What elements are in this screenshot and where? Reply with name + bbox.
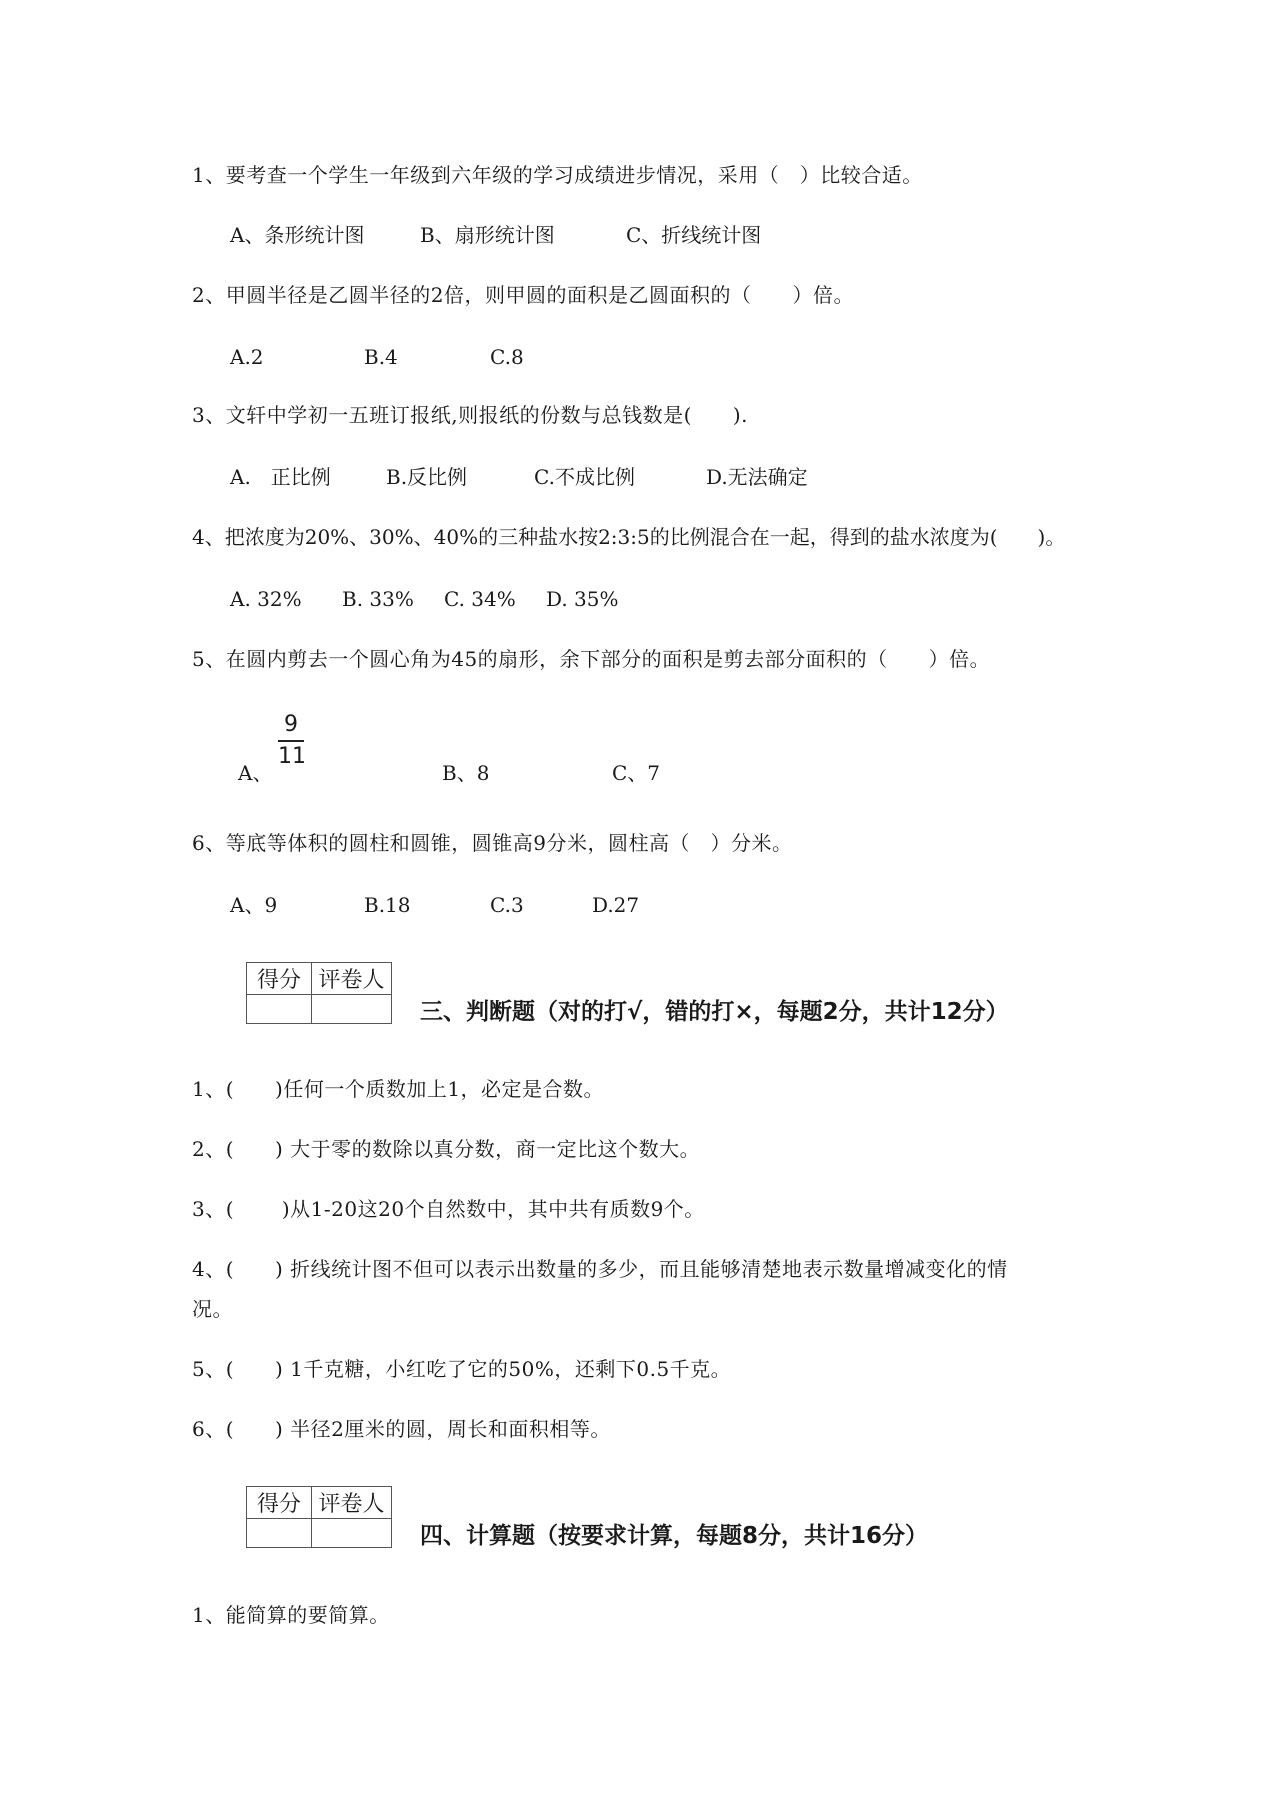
score-box-section-3 [246, 962, 392, 1024]
score-box-cell-grader[interactable] [312, 995, 392, 1024]
judgment-item-4: 4、( ) 折线统计图不但可以表示出数量的多少，而且能够清楚地表示数量增减变化的情 [192, 1257, 1008, 1281]
judgment-item-2: 2、( ) 大于零的数除以真分数，商一定比这个数大。 [192, 1137, 701, 1161]
question-6-option-c: C.3 [490, 893, 524, 917]
score-box-cell-grader[interactable] [312, 1519, 392, 1548]
question-4-option-a: A. 32% [230, 587, 302, 611]
question-4-option-c: C. 34% [444, 587, 516, 611]
question-3-option-c: C.不成比例 [534, 465, 635, 489]
question-4-option-d: D. 35% [546, 587, 619, 611]
question-6-option-b: B.18 [364, 893, 411, 917]
question-6-option-a: A、9 [230, 893, 278, 917]
fraction-numerator: 9 [284, 712, 298, 737]
judgment-item-4-cont: 况。 [192, 1297, 233, 1321]
question-1-option-a: A、条形统计图 [230, 223, 365, 247]
question-1-option-b: B、扇形统计图 [420, 223, 555, 247]
judgment-item-3: 3、( )从1-20这20个自然数中，其中共有质数9个。 [192, 1197, 705, 1221]
fraction-denominator: 11 [278, 744, 306, 769]
question-5-option-a-fraction [278, 712, 304, 770]
question-5-option-a-prefix: A、 [238, 761, 273, 785]
section-3-title: 三、判断题（对的打√，错的打×，每题2分，共计12分） [420, 999, 1009, 1025]
score-box-header-grader: 评卷人 [312, 963, 392, 995]
question-3-option-b: B.反比例 [386, 465, 468, 489]
score-box-header-grader: 评卷人 [312, 1487, 392, 1519]
score-box-header-score: 得分 [247, 1487, 312, 1519]
question-2-text: 2、甲圆半径是乙圆半径的2倍，则甲圆的面积是乙圆面积的（ ）倍。 [192, 283, 854, 307]
score-box-cell-score[interactable] [247, 995, 312, 1024]
calculation-item-1: 1、能简算的要简算。 [192, 1603, 390, 1627]
fraction-bar [278, 740, 304, 742]
question-5-text: 5、在圆内剪去一个圆心角为45的扇形，余下部分的面积是剪去部分面积的（ ）倍。 [192, 647, 991, 671]
question-1-option-c: C、折线统计图 [626, 223, 762, 247]
judgment-item-6: 6、( ) 半径2厘米的圆，周长和面积相等。 [192, 1417, 611, 1441]
question-4-option-b: B. 33% [342, 587, 414, 611]
question-2-option-c: C.8 [490, 345, 524, 369]
question-2-option-a: A.2 [230, 345, 264, 369]
score-box-header-score: 得分 [247, 963, 312, 995]
question-2-option-b: B.4 [364, 345, 398, 369]
question-6-option-d: D.27 [592, 893, 640, 917]
question-5-option-b: B、8 [442, 761, 490, 785]
question-6-text: 6、等底等体积的圆柱和圆锥，圆锥高9分米，圆柱高（ ）分米。 [192, 831, 793, 855]
judgment-item-1: 1、( )任何一个质数加上1，必定是合数。 [192, 1077, 605, 1101]
judgment-item-5: 5、( ) 1千克糖，小红吃了它的50%，还剩下0.5千克。 [192, 1357, 732, 1381]
question-3-option-a: A. 正比例 [230, 465, 331, 489]
section-4-title: 四、计算题（按要求计算，每题8分，共计16分） [420, 1523, 929, 1549]
question-5-option-c: C、7 [612, 761, 661, 785]
question-4-text: 4、把浓度为20%、30%、40%的三种盐水按2:3:5的比例混合在一起，得到的盐水浓度为( )。 [192, 525, 1066, 549]
score-box-cell-score[interactable] [247, 1519, 312, 1548]
question-1-text: 1、要考查一个学生一年级到六年级的学习成绩进步情况，采用（ ）比较合适。 [192, 163, 923, 187]
question-3-text: 3、文轩中学初一五班订报纸,则报纸的份数与总钱数是( ). [192, 403, 749, 427]
score-box-section-4 [246, 1486, 392, 1548]
question-3-option-d: D.无法确定 [706, 465, 808, 489]
